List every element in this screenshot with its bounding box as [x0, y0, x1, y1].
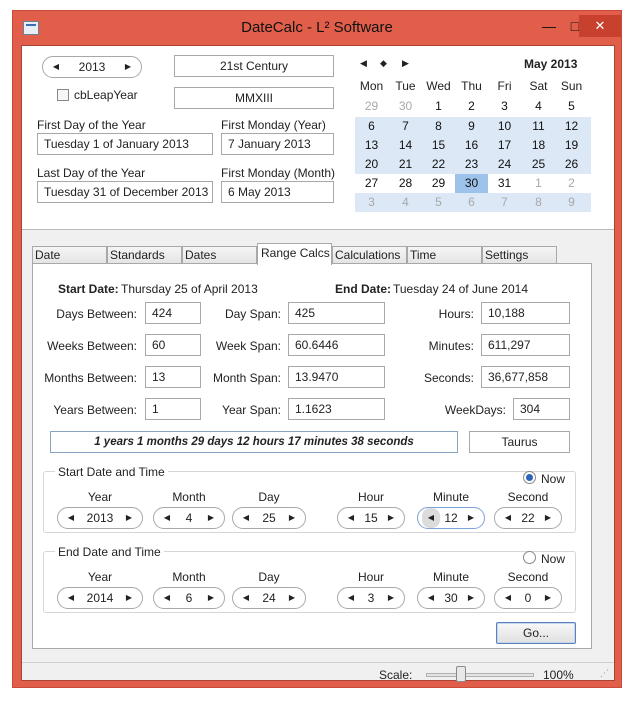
end_group-second-label: Second: [507, 570, 549, 584]
day-span-field[interactable]: 425: [288, 302, 385, 324]
day-span-label: Day Span:: [224, 307, 281, 321]
calendar-day[interactable]: 2: [568, 176, 575, 190]
increment-icon[interactable]: ▶: [467, 593, 475, 602]
year-span-field[interactable]: 1.1623: [288, 398, 385, 420]
calendar-day[interactable]: 11: [532, 119, 545, 133]
start-year-spinner[interactable]: [57, 507, 143, 529]
title-bar[interactable]: [13, 11, 621, 45]
century-field[interactable]: 21st Century: [174, 55, 334, 77]
close-button[interactable]: ✕: [579, 15, 621, 37]
calendar-day[interactable]: 28: [398, 176, 413, 190]
increment-icon[interactable]: ▶: [467, 513, 475, 522]
start_group-hour-label: Hour: [357, 490, 384, 504]
spinner-value: 15: [364, 511, 378, 525]
hours-field[interactable]: 10,188: [481, 302, 570, 324]
spinner-value: 2014: [86, 591, 114, 605]
tab-standards[interactable]: Standards: [107, 246, 182, 264]
end_group-day-label: Day: [258, 570, 280, 584]
end-month-spinner[interactable]: [153, 587, 225, 609]
weekdays-field[interactable]: 304: [513, 398, 570, 420]
decrement-icon[interactable]: ◀: [504, 593, 512, 602]
calendar-day[interactable]: 15: [431, 138, 446, 152]
end-second-spinner[interactable]: [494, 587, 562, 609]
calendar-day[interactable]: 5: [435, 195, 442, 209]
weeks-between-field[interactable]: 60: [145, 334, 201, 356]
start_group-minute-label: Minute: [432, 490, 470, 504]
calendar-week-row: [355, 97, 591, 116]
seconds-label: Seconds:: [423, 371, 474, 385]
start-group-title: Start Date and Time: [55, 465, 168, 479]
start_group-day-label: Day: [258, 490, 280, 504]
end_group-month-label: Month: [172, 570, 206, 584]
calendar-day[interactable]: 18: [531, 138, 546, 152]
calendar-day[interactable]: 3: [368, 195, 375, 209]
seconds-field[interactable]: 36,677,858: [481, 366, 570, 388]
decrement-icon[interactable]: ◀: [163, 593, 171, 602]
year-decrement-icon[interactable]: ◀: [52, 62, 60, 71]
increment-icon[interactable]: ▶: [125, 593, 133, 602]
calendar-day[interactable]: 6: [468, 195, 475, 209]
minutes-field[interactable]: 611,297: [481, 334, 570, 356]
days-between-label: Days Between:: [56, 307, 137, 321]
week-span-label: Week Span:: [215, 339, 281, 353]
spinner-value: 3: [367, 591, 375, 605]
start-hour-spinner[interactable]: [337, 507, 405, 529]
spinner-value: 25: [262, 511, 276, 525]
spinner-value: 30: [444, 591, 458, 605]
calendar-day[interactable]: 1: [435, 99, 442, 113]
end-group-title: End Date and Time: [55, 545, 164, 559]
calendar-day[interactable]: 13: [364, 138, 379, 152]
start-minute-spinner[interactable]: [417, 507, 485, 529]
calendar-day[interactable]: 29: [364, 99, 379, 113]
decrement-icon[interactable]: ◀: [242, 513, 250, 522]
calendar-header-3: Thu: [461, 79, 482, 93]
tab-date[interactable]: Date: [32, 246, 107, 264]
end-date-value: Tuesday 24 of June 2014: [393, 282, 528, 296]
decrement-icon[interactable]: ◀: [422, 508, 440, 528]
decrement-icon[interactable]: ◀: [347, 513, 355, 522]
calendar-day[interactable]: 26: [564, 157, 579, 171]
calendar-next-icon[interactable]: ▶: [402, 58, 409, 68]
calendar-week-row: [355, 174, 591, 193]
maximize-button[interactable]: □: [570, 18, 580, 34]
tab-range-calcs[interactable]: Range Calcs: [257, 243, 332, 265]
resize-grip-icon[interactable]: ⋰: [600, 668, 609, 678]
weeks-between-label: Weeks Between:: [47, 339, 137, 353]
year-span-label: Year Span:: [222, 403, 281, 417]
year-spinner[interactable]: [42, 56, 142, 78]
end_group-hour-label: Hour: [357, 570, 384, 584]
app-window: [12, 10, 622, 688]
start-month-spinner[interactable]: [153, 507, 225, 529]
calendar-day[interactable]: 2: [468, 99, 475, 113]
calendar-week-row: [355, 117, 591, 136]
calendar-header-5: Sat: [529, 79, 548, 93]
calendar-day[interactable]: 4: [402, 195, 409, 209]
decrement-icon[interactable]: ◀: [67, 513, 75, 522]
end-day-spinner[interactable]: [232, 587, 306, 609]
calendar-header-4: Fri: [497, 79, 512, 93]
calendar-day[interactable]: 25: [531, 157, 546, 171]
spinner-value: 6: [185, 591, 193, 605]
start-second-spinner[interactable]: [494, 507, 562, 529]
calendar-day[interactable]: 10: [497, 119, 512, 133]
calendar-day[interactable]: 8: [535, 195, 542, 209]
calendar-day[interactable]: 5: [568, 99, 575, 113]
last-day-field[interactable]: Tuesday 31 of December 2013: [37, 181, 213, 203]
calendar-day[interactable]: 14: [398, 138, 413, 152]
end_group-minute-label: Minute: [432, 570, 470, 584]
calendar-title: May 2013: [524, 57, 578, 71]
scale-label: Scale:: [379, 668, 413, 682]
end_group-year-label: Year: [87, 570, 113, 584]
days-between-field[interactable]: 424: [145, 302, 201, 324]
decrement-icon[interactable]: ◀: [427, 593, 435, 602]
calendar-day[interactable]: 9: [568, 195, 575, 209]
hours-label: Hours:: [438, 307, 474, 321]
first-monday-year-field[interactable]: 7 January 2013: [221, 133, 334, 155]
calendar-day[interactable]: 30: [455, 174, 488, 193]
calendar-header-1: Tue: [395, 79, 416, 93]
end-year-spinner[interactable]: [57, 587, 143, 609]
end-date-label: End Date:: [335, 282, 392, 296]
increment-icon[interactable]: ▶: [387, 513, 395, 522]
first-monday-year-label: First Monday (Year): [221, 118, 326, 132]
first-monday-month-label: First Monday (Month): [221, 166, 336, 180]
scale-value: 100%: [543, 668, 574, 682]
spinner-value: 4: [185, 511, 193, 525]
increment-icon[interactable]: ▶: [207, 593, 215, 602]
go-button[interactable]: Go...: [496, 622, 576, 644]
spinner-value: 12: [444, 511, 458, 525]
tab-dates[interactable]: Dates: [182, 246, 257, 264]
month-span-field[interactable]: 13.9470: [288, 366, 385, 388]
calendar-today-icon[interactable]: ◆: [380, 58, 387, 68]
month-span-label: Month Span:: [212, 371, 281, 385]
calendar-week-row: [355, 155, 591, 174]
calendar-day[interactable]: 4: [535, 99, 542, 113]
end-now-radio[interactable]: [523, 551, 536, 564]
calendar-day[interactable]: 1: [535, 176, 542, 190]
start-date-value: Thursday 25 of April 2013: [121, 282, 258, 296]
end-hour-spinner[interactable]: [337, 587, 405, 609]
first-monday-month-field[interactable]: 6 May 2013: [221, 181, 334, 203]
minutes-label: Minutes:: [428, 339, 474, 353]
start_group-second-label: Second: [507, 490, 549, 504]
calendar-header-2: Wed: [426, 79, 451, 93]
start-now-radio[interactable]: [523, 471, 536, 484]
increment-icon[interactable]: ▶: [125, 513, 133, 522]
start-date-label: Start Date:: [58, 282, 119, 296]
calendar-day[interactable]: 30: [398, 99, 413, 113]
calendar-day[interactable]: 6: [368, 119, 375, 133]
tab-time[interactable]: Time: [407, 246, 482, 264]
window-title: DateCalc - L² Software: [241, 19, 393, 36]
decrement-icon[interactable]: ◀: [504, 513, 512, 522]
increment-icon[interactable]: ▶: [544, 513, 552, 522]
start-now-label: Now: [541, 472, 566, 486]
start_group-year-label: Year: [87, 490, 113, 504]
first-day-field[interactable]: Tuesday 1 of January 2013: [37, 133, 213, 155]
calendar-day[interactable]: 7: [501, 195, 508, 209]
calendar-prev-icon[interactable]: ◀: [360, 58, 367, 68]
calendar-day[interactable]: 19: [564, 138, 579, 152]
increment-icon[interactable]: ▶: [544, 593, 552, 602]
year-spinner-value: 2013: [78, 60, 106, 74]
increment-icon[interactable]: ▶: [288, 513, 296, 522]
calendar-day[interactable]: 21: [398, 157, 413, 171]
start_group-month-label: Month: [172, 490, 206, 504]
year-increment-icon[interactable]: ▶: [124, 62, 132, 71]
client-area: [21, 45, 615, 681]
spinner-value: 24: [262, 591, 276, 605]
first-day-label: First Day of the Year: [37, 118, 146, 132]
calendar-day[interactable]: 7: [402, 119, 409, 133]
end-now-label: Now: [541, 552, 566, 566]
decrement-icon[interactable]: ◀: [67, 593, 75, 602]
calendar-day[interactable]: 24: [497, 157, 512, 171]
decrement-icon[interactable]: ◀: [163, 513, 171, 522]
increment-icon[interactable]: ▶: [387, 593, 395, 602]
calendar-day[interactable]: 17: [497, 138, 512, 152]
minimize-button[interactable]: —: [542, 18, 556, 34]
calendar-week-row: [355, 136, 591, 155]
duration-summary: 1 years 1 months 29 days 12 hours 17 minutes 38 seconds: [50, 431, 458, 453]
decrement-icon[interactable]: ◀: [347, 593, 355, 602]
scale-slider-thumb[interactable]: [456, 666, 466, 682]
status-bar: [22, 662, 614, 680]
increment-icon[interactable]: ▶: [207, 513, 215, 522]
spinner-value: 0: [524, 591, 532, 605]
calendar-day[interactable]: 22: [431, 157, 446, 171]
calendar-header-6: Sun: [560, 79, 583, 93]
increment-icon[interactable]: ▶: [288, 593, 296, 602]
tab-settings[interactable]: Settings: [482, 246, 557, 264]
weekdays-label: WeekDays:: [444, 403, 506, 417]
calendar-day[interactable]: 20: [364, 157, 379, 171]
calendar-day[interactable]: 27: [364, 176, 379, 190]
calendar-day[interactable]: 12: [564, 119, 579, 133]
start-day-spinner[interactable]: [232, 507, 306, 529]
leap-year-checkbox[interactable]: [57, 89, 69, 101]
years-between-field[interactable]: 1: [145, 398, 201, 420]
spinner-value: 22: [521, 511, 535, 525]
tab-calculations[interactable]: Calculations: [332, 246, 407, 264]
calendar-day[interactable]: 9: [468, 119, 475, 133]
months-between-label: Months Between:: [44, 371, 137, 385]
week-span-field[interactable]: 60.6446: [288, 334, 385, 356]
calendar-header-0: Mon: [359, 79, 384, 93]
scale-slider-track[interactable]: [426, 673, 534, 677]
calendar-day[interactable]: 8: [435, 119, 442, 133]
months-between-field[interactable]: 13: [145, 366, 201, 388]
years-between-label: Years Between:: [53, 403, 137, 417]
roman-year-field[interactable]: MMXIII: [174, 87, 334, 109]
calendar-day[interactable]: 29: [431, 176, 446, 190]
calendar-day[interactable]: 23: [464, 157, 479, 171]
calendar-day[interactable]: 31: [497, 176, 512, 190]
zodiac-field[interactable]: Taurus: [469, 431, 570, 453]
leap-year-label: cbLeapYear: [74, 88, 138, 102]
spinner-value: 2013: [86, 511, 114, 525]
calendar-day[interactable]: 16: [464, 138, 479, 152]
calendar-week-row: [355, 193, 591, 212]
calendar-day[interactable]: 3: [501, 99, 508, 113]
decrement-icon[interactable]: ◀: [242, 593, 250, 602]
last-day-label: Last Day of the Year: [37, 166, 146, 180]
year-info-panel: [22, 46, 614, 230]
end-minute-spinner[interactable]: [417, 587, 485, 609]
